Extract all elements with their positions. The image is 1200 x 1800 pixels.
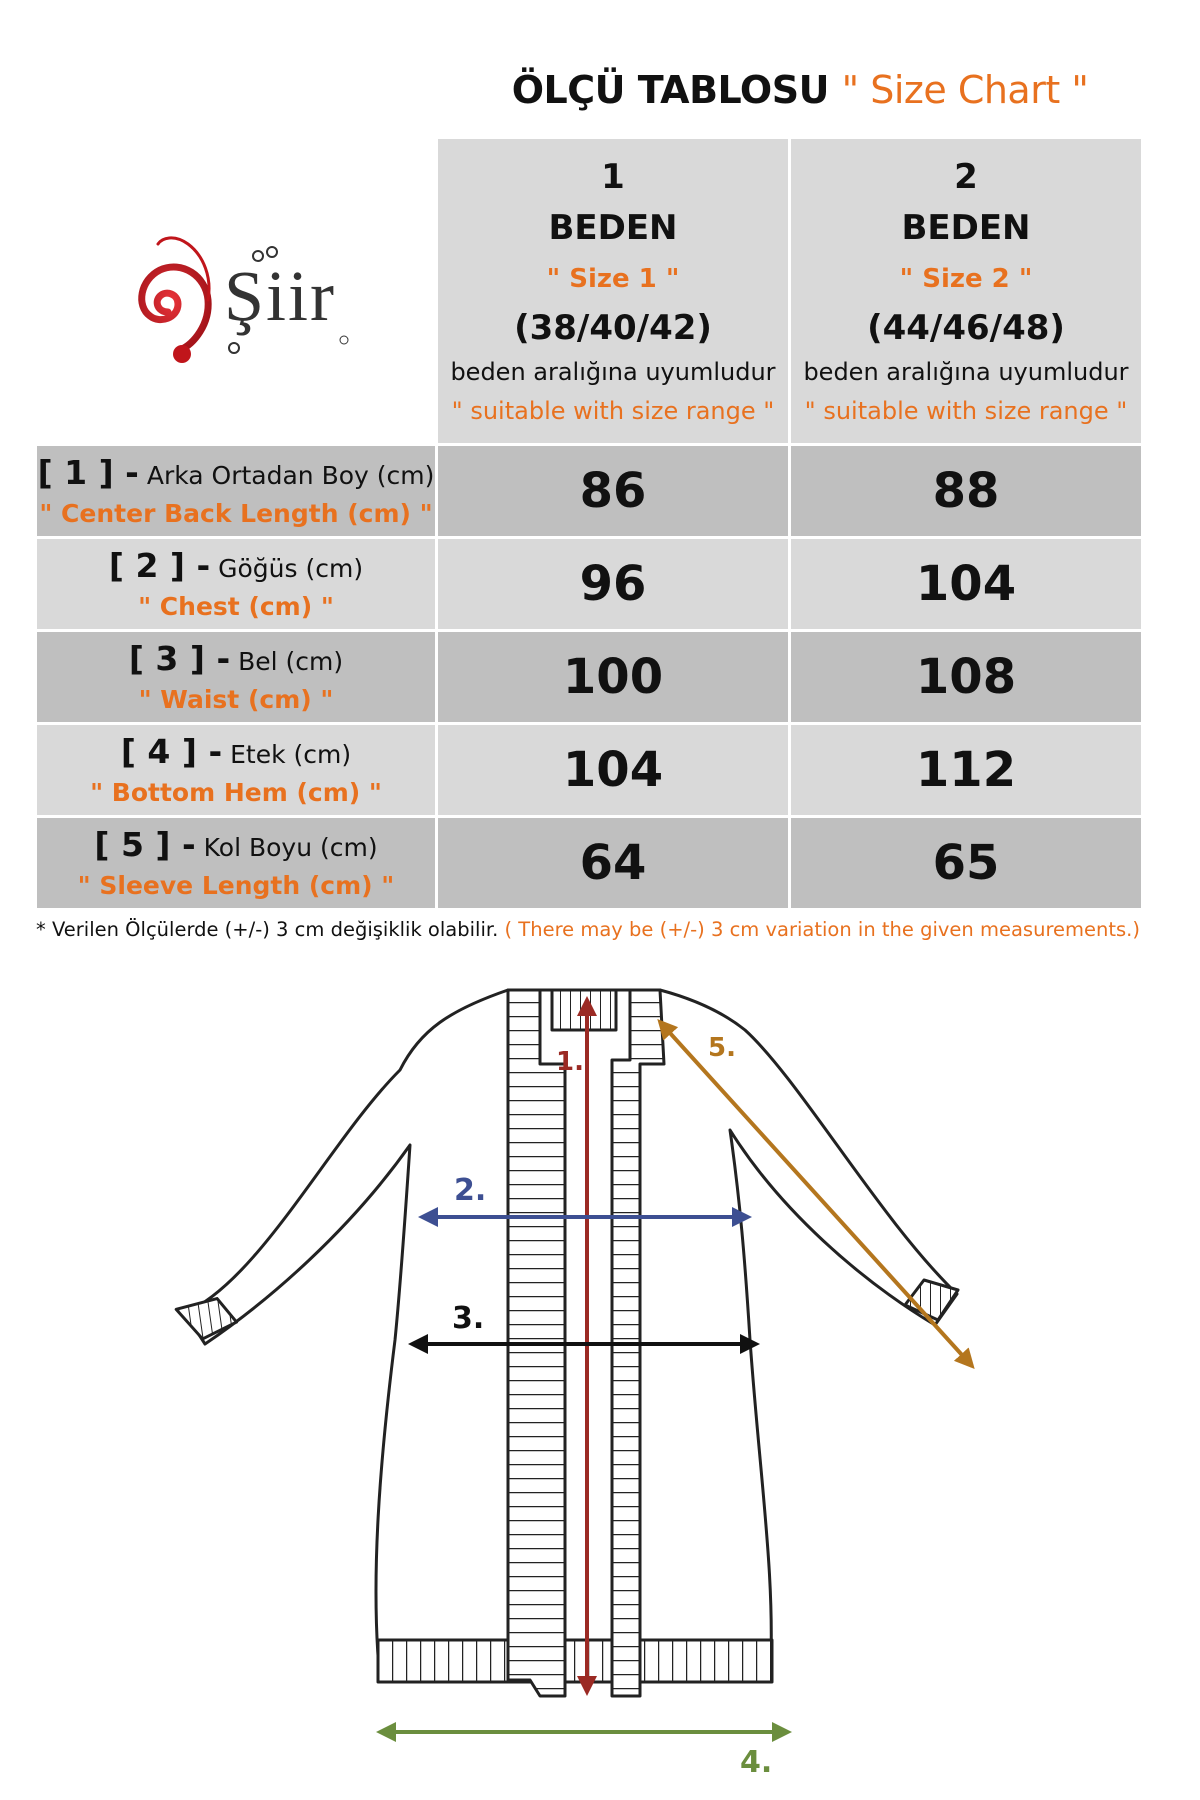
page-title [440, 68, 1160, 112]
size-1-header [438, 139, 788, 443]
size-2-header [791, 139, 1141, 443]
row-label-en: " Bottom Hem (cm) " [90, 777, 382, 807]
brand-swirl-icon [142, 267, 208, 350]
row-label [37, 725, 435, 815]
note-en: ( There may be (+/-) 3 cm variation in the given measurements.) [504, 918, 1140, 941]
row-index: [ 2 ] - [108, 545, 211, 585]
row-index: [ 4 ] - [120, 731, 223, 771]
value-size-2: 108 [791, 632, 1141, 722]
variation-note [36, 918, 1176, 941]
value-size-1: 86 [438, 446, 788, 536]
note-tr: * Verilen Ölçülerde (+/-) 3 cm değişiklik olabilir. [36, 918, 499, 941]
row-label-en: " Sleeve Length (cm) " [77, 870, 395, 900]
value-size-2: 112 [791, 725, 1141, 815]
label-1: 1. [556, 1047, 584, 1077]
label-5: 5. [708, 1033, 736, 1063]
row-label [37, 446, 435, 536]
size-beden: BEDEN [548, 208, 678, 248]
table-row [37, 539, 1141, 629]
row-label-en: " Chest (cm) " [138, 591, 334, 621]
row-label-tr: Kol Boyu (cm) [203, 832, 378, 862]
brand-dot-icon [173, 345, 191, 363]
row-label-tr: Göğüs (cm) [218, 553, 364, 583]
label-3: 3. [452, 1301, 485, 1336]
label-2: 2. [454, 1173, 487, 1208]
suitable-en: " suitable with size range " [804, 397, 1128, 425]
size-name-en: " Size 2 " [899, 264, 1033, 294]
size-number: 1 [601, 157, 625, 197]
size-range: (38/40/42) [514, 308, 712, 348]
row-label-tr: Etek (cm) [230, 739, 352, 769]
title-tr: ÖLÇÜ TABLOSU [511, 68, 829, 112]
label-4: 4. [740, 1745, 773, 1780]
size-range: (44/46/48) [867, 308, 1065, 348]
value-size-1: 64 [438, 818, 788, 908]
value-size-2: 104 [791, 539, 1141, 629]
size-beden: BEDEN [901, 208, 1031, 248]
brand-logo [108, 220, 368, 380]
row-index: [ 1 ] - [37, 452, 139, 492]
row-label-tr: Bel (cm) [238, 646, 344, 676]
suitable-tr: beden aralığına uyumludur [450, 358, 776, 386]
row-label-en: " Waist (cm) " [138, 684, 334, 714]
value-size-2: 88 [791, 446, 1141, 536]
value-size-1: 96 [438, 539, 788, 629]
row-label-en: " Center Back Length (cm) " [39, 498, 433, 528]
table-row [37, 818, 1141, 908]
size-name-en: " Size 1 " [546, 264, 680, 294]
suitable-en: " suitable with size range " [451, 397, 775, 425]
value-size-2: 65 [791, 818, 1141, 908]
table-row [37, 632, 1141, 722]
suitable-tr: beden aralığına uyumludur [803, 358, 1129, 386]
row-label [37, 632, 435, 722]
row-index: [ 3 ] - [128, 638, 231, 678]
row-label-tr: Arka Ortadan Boy (cm) [146, 460, 435, 490]
row-label [37, 539, 435, 629]
value-size-1: 104 [438, 725, 788, 815]
title-en: " Size Chart " [841, 68, 1089, 112]
row-label [37, 818, 435, 908]
row-index: [ 5 ] - [94, 824, 196, 864]
size-number: 2 [954, 157, 978, 197]
brand-wordmark: Şiir [224, 256, 337, 336]
table-row [37, 725, 1141, 815]
garment-diagram [0, 960, 1200, 1800]
value-size-1: 100 [438, 632, 788, 722]
table-row [37, 446, 1141, 536]
